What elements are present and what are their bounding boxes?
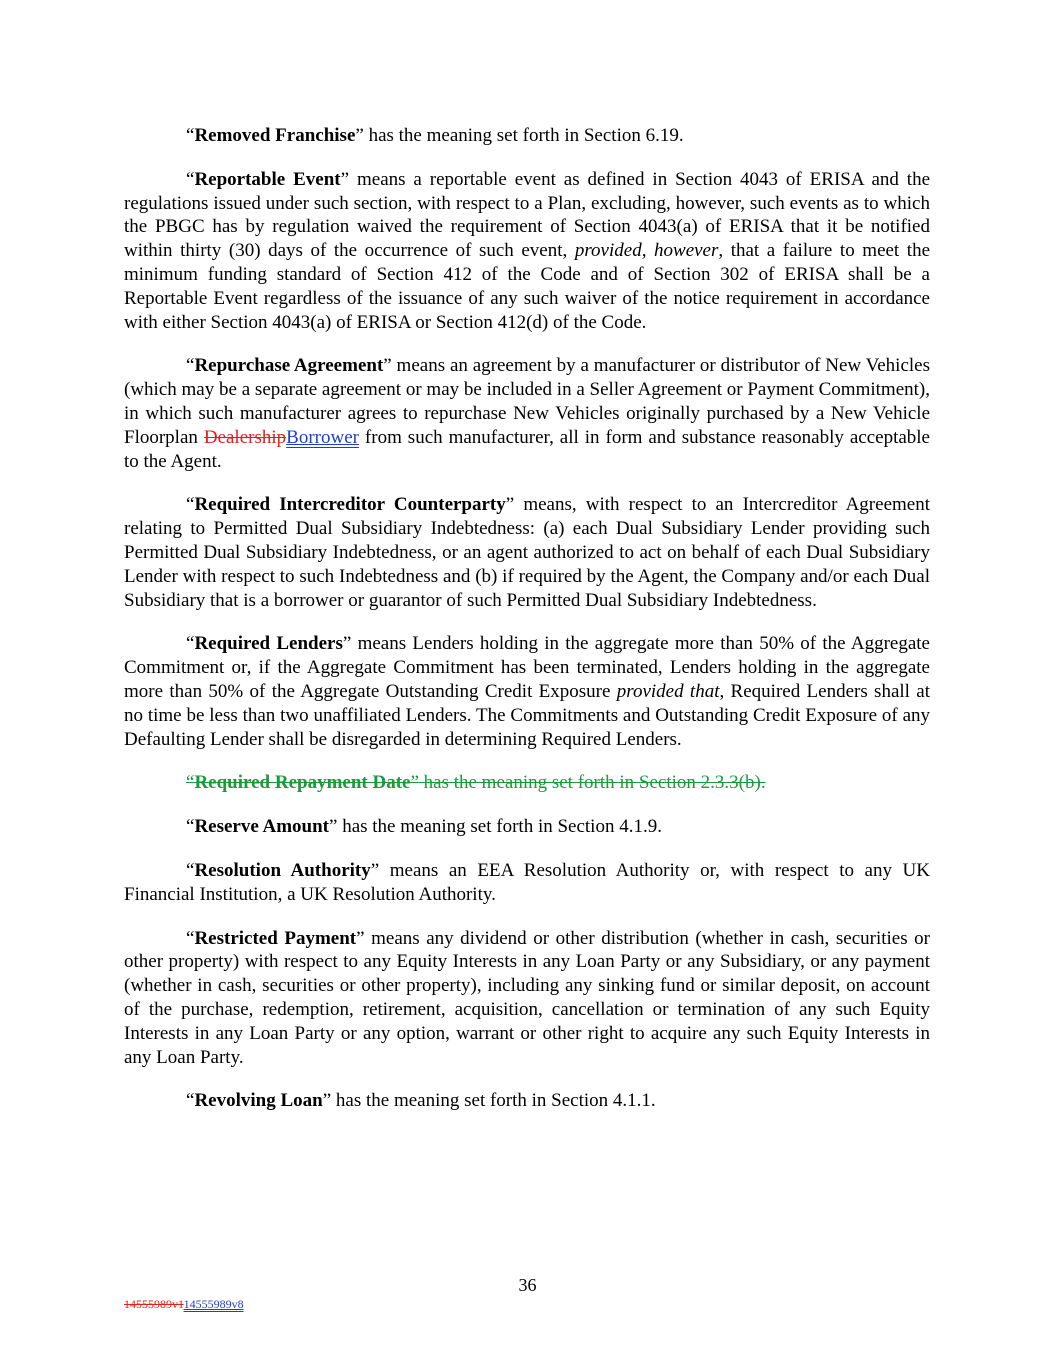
defined-term: Revolving Loan — [194, 1090, 323, 1112]
definition-text: means Lenders holding in the aggregate more than 50% of the Aggregate Commitment or, if the Aggregate Commitment has been terminated, Lenders holding in the aggregate more than 50% of the Aggregate Outstanding Credit Exposure — [124, 633, 930, 702]
close-quote: ” — [340, 168, 350, 190]
definition-revolving-loan — [124, 1089, 930, 1113]
defined-term: Repurchase Agreement — [194, 355, 384, 377]
open-quote: “ — [186, 927, 195, 949]
open-quote: “ — [186, 772, 195, 794]
close-quote: ” — [383, 355, 392, 377]
document-id-footer — [124, 1297, 244, 1312]
defined-term: Required Lenders — [194, 633, 343, 655]
deleted-document-id: 14555989v1 — [124, 1297, 184, 1311]
open-quote: “ — [186, 494, 195, 516]
deleted-text: Dealership — [203, 426, 287, 448]
definition-removed-franchise — [124, 124, 930, 148]
document-page — [124, 124, 930, 1133]
italic-proviso: provided that — [616, 680, 720, 702]
close-quote: ” — [356, 927, 365, 949]
open-quote: “ — [186, 816, 195, 838]
open-quote: “ — [186, 859, 195, 881]
inserted-text: Borrower — [286, 426, 359, 448]
close-quote: ” — [322, 1090, 332, 1112]
definition-required-repayment-date-deleted — [124, 771, 930, 795]
definition-text-continued: , that a failure to meet the minimum funding standard of Section 412 of the Code and of Section 302 of ERISA shall be a Reportable Event regardless of the issuance of any such waiver of the notice requirement in accordance with either Section 4043(a) of ERISA or Section 412(d) of the Code. — [124, 240, 930, 333]
open-quote: “ — [186, 168, 195, 190]
defined-term: Reportable Event — [194, 168, 341, 190]
definition-repurchase-agreement — [124, 354, 930, 473]
definition-text: means a reportable event as defined in Section 4043 of ERISA and the regulations issued under such section, with respect to a Plan, excluding, however, such events as to which the PBGC has by regulation waived the requirement of Section 4043(a) of ERISA that it be notified within thirty (30) days of the occurrence of such event, — [124, 168, 931, 262]
open-quote: “ — [186, 633, 195, 655]
inserted-document-id: 14555989v8 — [183, 1297, 244, 1311]
definition-restricted-payment — [124, 927, 930, 1070]
close-quote: ” — [505, 494, 515, 516]
defined-term: Required Intercreditor Counterparty — [194, 494, 506, 516]
close-quote: ” — [410, 772, 419, 794]
close-quote: ” — [355, 125, 364, 146]
close-quote: ” — [329, 816, 338, 838]
page-number: 36 — [518, 1275, 537, 1295]
open-quote: “ — [186, 355, 195, 377]
close-quote: ” — [342, 633, 352, 655]
definition-required-lenders — [124, 632, 930, 751]
definition-resolution-authority — [124, 859, 930, 907]
defined-term: Removed Franchise — [194, 125, 356, 146]
defined-term: Reserve Amount — [194, 816, 329, 838]
definition-required-intercreditor-counterparty — [124, 493, 930, 612]
definition-reserve-amount — [124, 815, 930, 839]
close-quote: ” — [370, 859, 380, 881]
definition-text: has the meaning set forth in Section 4.1.9. — [337, 816, 662, 838]
definition-text: means any dividend or other distribution (whether in cash, securities or other property) with respect to any Equity Interests in any Loan Party or any Subsidiary, or any payment (whether in cash, securities or other property), including any sinking fund or similar deposit, on account of the purchase, redemption, retirement, acquisition, cancellation or termination of any such Equity Interests in any Loan Party or any option, warrant or other right to acquire any such Equity Interests in any Loan Party. — [124, 927, 930, 1068]
definition-text: means an EEA Resolution Authority or, with respect to any UK Financial Institution, a UK Resolution Authority. — [124, 859, 930, 905]
defined-term: Resolution Authority — [194, 859, 371, 881]
definition-text: has the meaning set forth in Section 2.3.3(b). — [418, 772, 766, 794]
open-quote: “ — [186, 1090, 195, 1112]
definition-text-continued: from such manufacturer, all in form and substance reasonably acceptable to the Agent. — [124, 426, 930, 472]
italic-proviso: provided, however — [574, 240, 719, 262]
defined-term: Restricted Payment — [194, 927, 357, 949]
definition-text: has the meaning set forth in Section 4.1.1. — [331, 1090, 656, 1112]
definition-reportable-event — [124, 168, 930, 335]
definition-text-continued: , Required Lenders shall at no time be less than two unaffiliated Lenders. The Commitments and Outstanding Credit Exposure of any Defaulting Lender shall be disregarded in determining Required Lenders. — [124, 680, 930, 750]
definition-text: means an agreement by a manufacturer or distributor of New Vehicles (which may be a separate agreement or may be included in a Seller Agreement or Payment Commitment), in which such manufacturer agrees to repurchase New Vehicles originally purchased by a New Vehicle Floorplan — [124, 355, 930, 448]
definition-text: means, with respect to an Intercreditor Agreement relating to Permitted Dual Subsidiary Indebtedness: (a) each Dual Subsidiary Lender providing such Permitted Dual Subsidiary Indebtedness, or an agent authorized to act on behalf of each Dual Subsidiary Lender with respect to such Indebtedness and (b) if required by the Agent, the Company and/or each Dual Subsidiary that is a borrower or guarantor of such Permitted Dual Subsidiary Indebtedness. — [124, 494, 930, 611]
open-quote: “ — [186, 125, 195, 146]
defined-term: Required Repayment Date — [194, 772, 411, 794]
definition-text: has the meaning set forth in Section 6.19. — [363, 125, 684, 146]
